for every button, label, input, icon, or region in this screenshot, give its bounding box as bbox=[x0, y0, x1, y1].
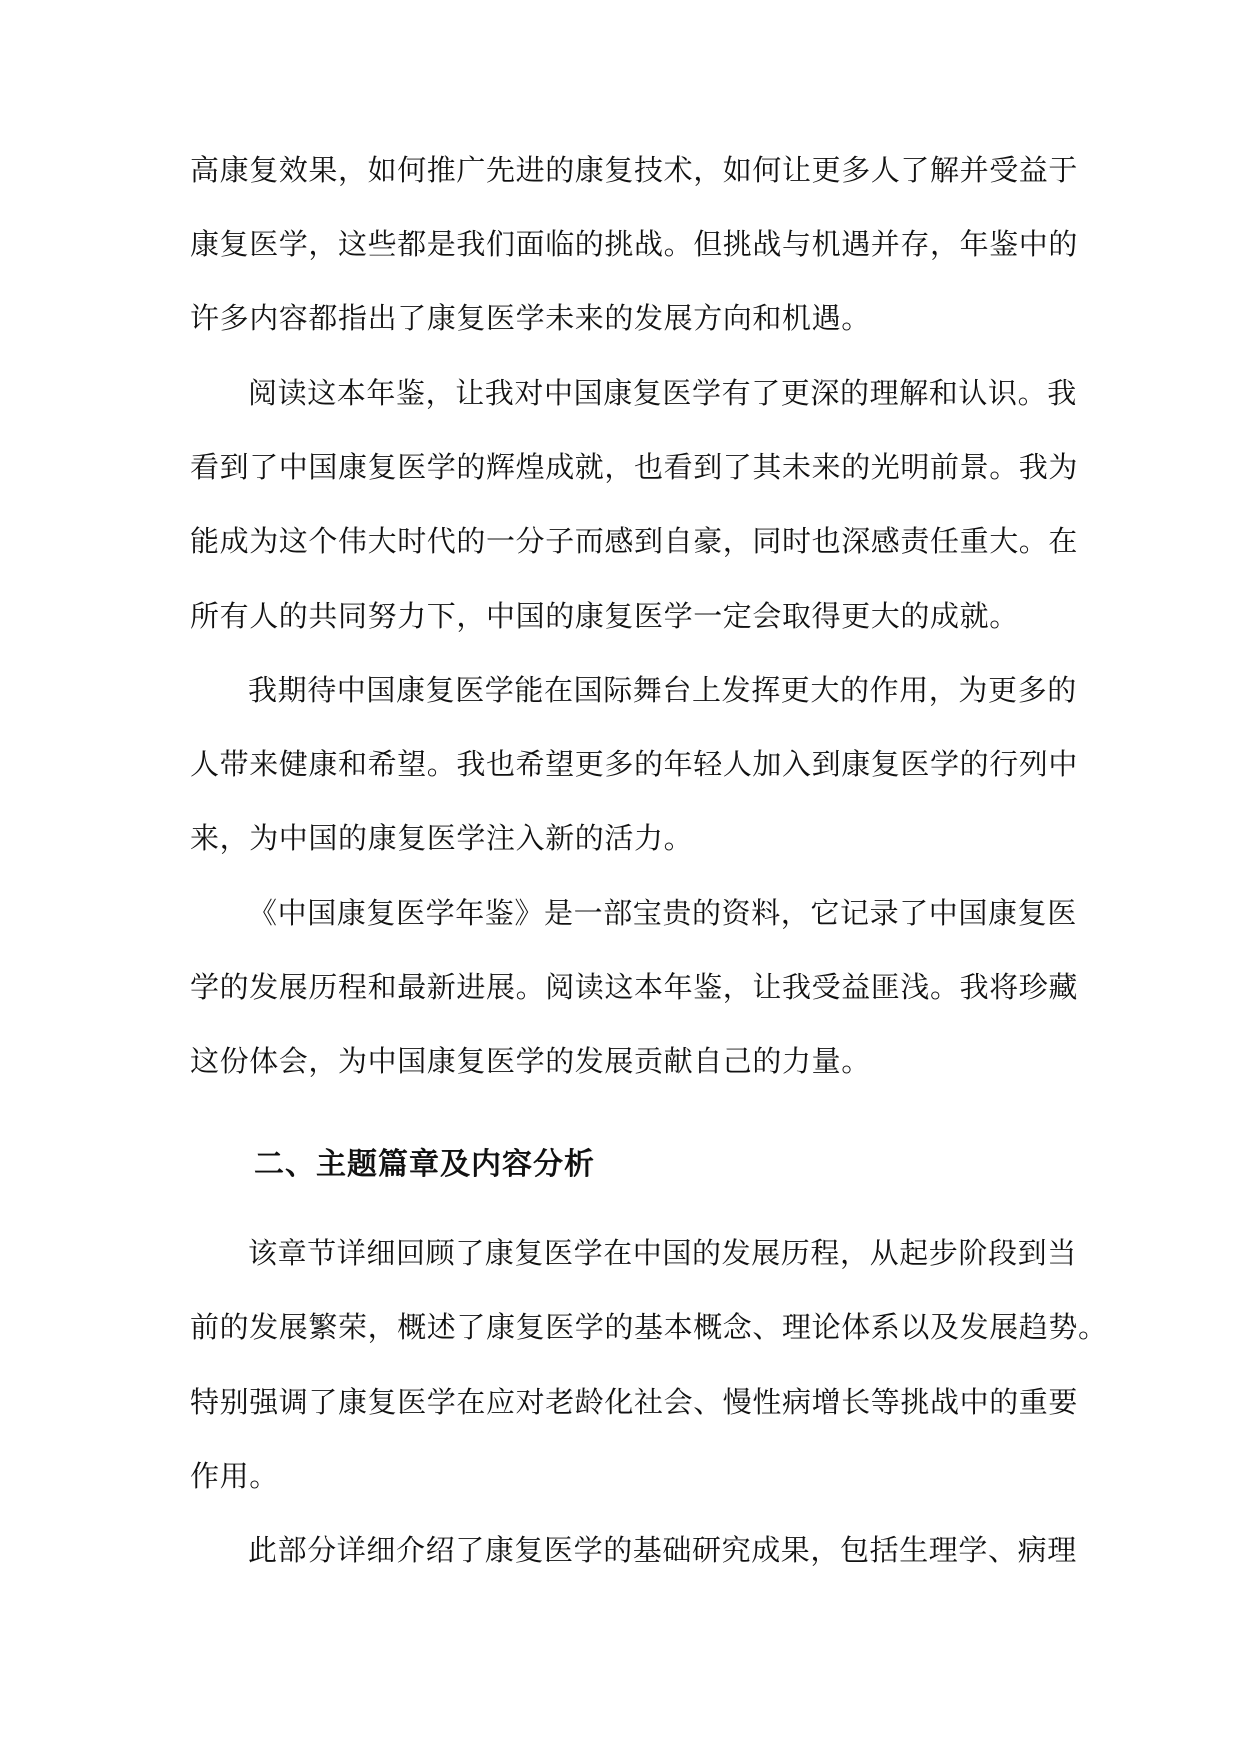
paragraph-line: 《中国康复医学年鉴》是一部宝贵的资料，它记录了中国康复医 bbox=[248, 896, 1077, 930]
paragraph-line: 许多内容都指出了康复医学未来的发展方向和机遇。 bbox=[190, 301, 871, 335]
paragraph-line: 人带来健康和希望。我也希望更多的年轻人加入到康复医学的行列中 bbox=[190, 747, 1079, 781]
paragraph-line: 康复医学，这些都是我们面临的挑战。但挑战与机遇并存，年鉴中的 bbox=[190, 227, 1079, 261]
paragraph-line: 所有人的共同努力下，中国的康复医学一定会取得更大的成就。 bbox=[190, 599, 1019, 633]
paragraph-line: 我期待中国康复医学能在国际舞台上发挥更大的作用，为更多的 bbox=[248, 673, 1077, 707]
paragraph-line: 此部分详细介绍了康复医学的基础研究成果，包括生理学、病理 bbox=[248, 1533, 1077, 1567]
paragraph-line: 能成为这个伟大时代的一分子而感到自豪，同时也深感责任重大。在 bbox=[190, 524, 1079, 558]
paragraph-line: 高康复效果，如何推广先进的康复技术，如何让更多人了解并受益于 bbox=[190, 153, 1079, 187]
paragraph-line: 学的发展历程和最新进展。阅读这本年鉴，让我受益匪浅。我将珍藏 bbox=[190, 970, 1079, 1004]
paragraph-line: 作用。 bbox=[190, 1459, 279, 1493]
paragraph-line: 阅读这本年鉴，让我对中国康复医学有了更深的理解和认识。我 bbox=[248, 376, 1077, 410]
paragraph-line: 前的发展繁荣，概述了康复医学的基本概念、理论体系以及发展趋势。 bbox=[190, 1310, 1108, 1344]
paragraph-line: 该章节详细回顾了康复医学在中国的发展历程，从起步阶段到当 bbox=[248, 1236, 1077, 1270]
section-heading: 二、主题篇章及内容分析 bbox=[254, 1147, 595, 1182]
paragraph-line: 这份体会，为中国康复医学的发展贡献自己的力量。 bbox=[190, 1044, 871, 1078]
paragraph-line: 来，为中国的康复医学注入新的活力。 bbox=[190, 821, 694, 855]
paragraph-line: 看到了中国康复医学的辉煌成就，也看到了其未来的光明前景。我为 bbox=[190, 450, 1079, 484]
paragraph-line: 特别强调了康复医学在应对老龄化社会、慢性病增长等挑战中的重要 bbox=[190, 1385, 1079, 1419]
